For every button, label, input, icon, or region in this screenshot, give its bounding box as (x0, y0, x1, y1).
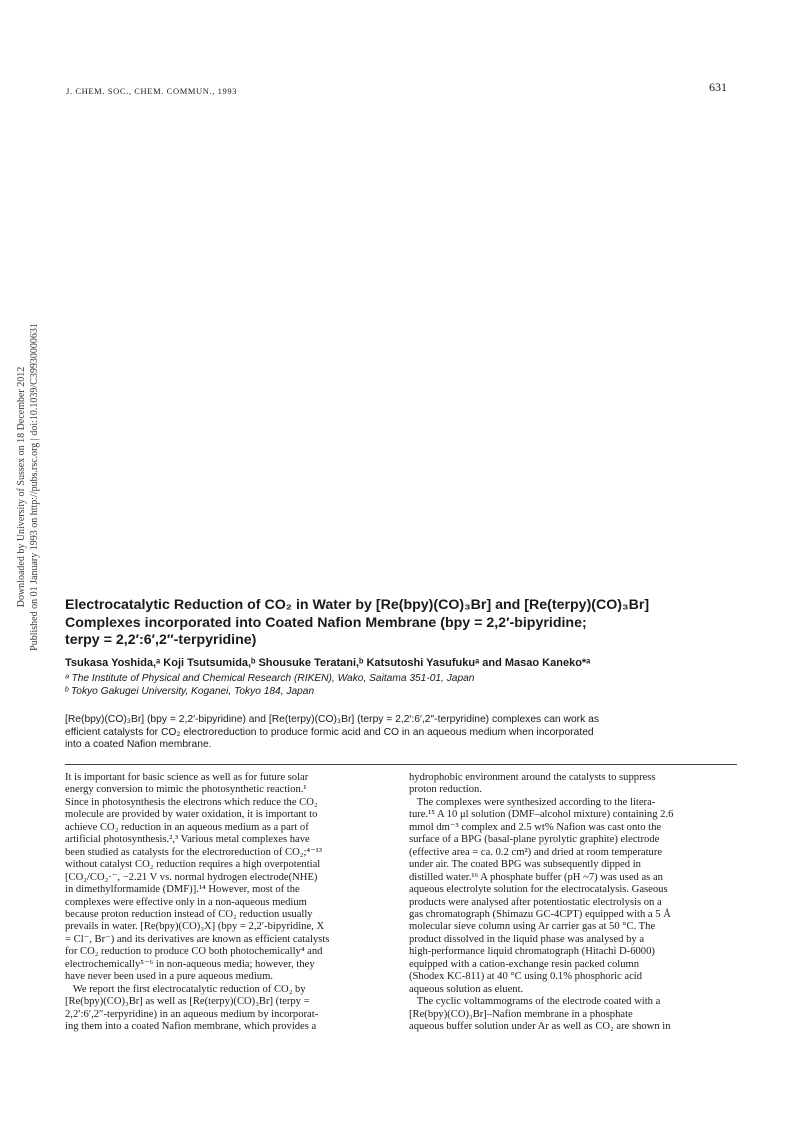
body-line: surface of a BPG (basal-plane pyrolytic graphite) electrode (409, 834, 660, 846)
body-line: artificial photosynthesis.²,³ Various metal complexes have (65, 834, 310, 846)
download-watermark (15, 187, 41, 787)
body-line: We report the first electrocatalytic reduction of CO₂ by (65, 983, 306, 995)
body-line: product dissolved in the liquid phase was analysed by a (409, 933, 645, 945)
body-line: products were analysed after potentiostatic electrolysis on a (409, 896, 662, 908)
title-line-2: Complexes incorporated into Coated Nafion Membrane (bpy = 2,2′-bipyridine; (65, 614, 587, 631)
body-line: prevails in water. [Re(bpy)(CO)₃X] (bpy = 2,2′-bipyridine, X (65, 921, 325, 933)
body-line: distilled water.¹⁶ A phosphate buffer (pH ~7) was used as an (409, 871, 663, 883)
body-line: because proton reduction instead of CO₂ reduction usually (65, 908, 313, 920)
body-column-left (65, 772, 393, 1034)
body-line: without catalyst CO₂ reduction requires a high overpotential (65, 859, 321, 871)
abstract-line-1: [Re(bpy)(CO)₃Br] (bpy = 2,2′-bipyridine) and [Re(terpy)(CO)₃Br] (terpy = 2,2′:6′,2″-terpyridine) complexes can work as (65, 714, 599, 725)
body-line: 2,2′:6′,2″-terpyridine) in an aqueous medium by incorporat- (65, 1008, 319, 1020)
abstract-line-3: into a coated Nafion membrane. (65, 739, 212, 750)
body-line: under air. The coated BPG was subsequently dipped in (409, 859, 641, 871)
body-line: in dimethylformamide (DMF)].¹⁴ However, most of the (65, 884, 300, 896)
section-divider (65, 764, 737, 765)
title-line-1: Electrocatalytic Reduction of CO₂ in Water by [Re(bpy)(CO)₃Br] and [Re(terpy)(CO)₃Br] (65, 597, 650, 613)
body-line: equipped with a cation-exchange resin packed column (409, 958, 640, 970)
body-line: been studied as catalysts for the electroreduction of CO₂;⁴⁻¹³ (65, 846, 323, 858)
article-title (65, 597, 745, 650)
body-line: (effective area = ca. 0.2 cm²) and dried at room temperature (409, 846, 663, 858)
body-line: [Re(bpy)(CO)₃Br]–Nafion membrane in a phosphate (409, 1008, 633, 1020)
body-line: aqueous solution as eluent. (409, 983, 524, 995)
body-line: [CO₂/CO₂·⁻, −2.21 V vs. normal hydrogen electrode(NHE) (65, 871, 318, 883)
body-line: The cyclic voltammograms of the electrode coated with a (409, 996, 661, 1008)
body-line: ing them into a coated Nafion membrane, which provides a (65, 1021, 317, 1033)
watermark-line-2: Published on 01 January 1993 on http://pubs.rsc.org | doi:10.1039/C39930000631 (29, 323, 40, 651)
abstract-line-2: efficient catalysts for CO₂ electroreduction to produce formic acid and CO in an aqueous medium when incorporated (65, 726, 594, 738)
body-line: = Cl⁻, Br⁻) and its derivatives are known as efficient catalysts (65, 933, 330, 945)
page-number: 631 (709, 80, 727, 94)
abstract (65, 714, 737, 752)
body-line: molecule are provided by water oxidation, it is important to (65, 809, 318, 821)
body-line: complexes were effective only in a non-aqueous medium (65, 896, 307, 908)
body-line: high-performance liquid chromatograph (Hitachi D-6000) (409, 946, 655, 958)
body-line: ture.¹⁵ A 10 μl solution (DMF–alcohol mixture) containing 2.6 (409, 809, 674, 821)
body-line: achieve CO₂ reduction in an aqueous medium as a part of (65, 821, 309, 833)
body-line: (Shodex KC-811) at 40 °C using 0.1% phosphoric acid (409, 971, 643, 983)
title-line-3: terpy = 2,2′:6′,2″-terpyridine) (65, 632, 257, 648)
body-line: aqueous buffer solution under Ar as well as CO₂ are shown in (409, 1021, 671, 1033)
watermark-line-1: Downloaded by University of Sussex on 18 December 2012 (16, 366, 27, 608)
body-line: [Re(bpy)(CO)₃Br] as well as [Re(terpy)(CO)₃Br] (terpy = (65, 996, 310, 1008)
body-line: aqueous electrolyte solution for the electrocatalysis. Gaseous (409, 884, 668, 896)
body-line: Since in photosynthesis the electrons which reduce the CO₂ (65, 796, 318, 808)
body-line: The complexes were synthesized according to the litera- (409, 796, 656, 808)
body-line: mmol dm⁻³ complex and 2.5 wt% Nafion was cast onto the (409, 821, 662, 833)
body-line: molecular sieve column using Ar carrier gas at 50 °C. The (409, 921, 656, 933)
journal-header: J. CHEM. SOC., CHEM. COMMUN., 1993 (66, 86, 238, 96)
body-line: have never been used in a pure aqueous medium. (65, 971, 273, 983)
body-line: proton reduction. (409, 784, 482, 796)
body-line: energy conversion to mimic the photosynthetic reaction.¹ (65, 784, 307, 796)
body-line: It is important for basic science as well as for future solar (65, 772, 309, 783)
body-line: electrochemically⁵⁻⁶ in non-aqueous media; however, they (65, 958, 315, 970)
author-list: Tsukasa Yoshida,ᵃ Koji Tsutsumida,ᵇ Shousuke Teratani,ᵇ Katsutoshi Yasufukuᵃ and Masao Kaneko*ᵃ (65, 657, 591, 669)
body-line: for CO₂ reduction to produce CO both photochemically⁴ and (65, 946, 323, 958)
affiliation-b: ᵇ Tokyo Gakugei University, Koganei, Tokyo 184, Japan (65, 686, 315, 697)
body-line: gas chromatograph (Shimazu GC-4CPT) equipped with a 5 Å (409, 908, 671, 920)
affiliation-a: ᵃ The Institute of Physical and Chemical Research (RIKEN), Wako, Saitama 351-01, Japan (65, 673, 475, 684)
body-column-right (409, 772, 729, 1034)
body-line: hydrophobic environment around the catalysts to suppress (409, 772, 656, 783)
